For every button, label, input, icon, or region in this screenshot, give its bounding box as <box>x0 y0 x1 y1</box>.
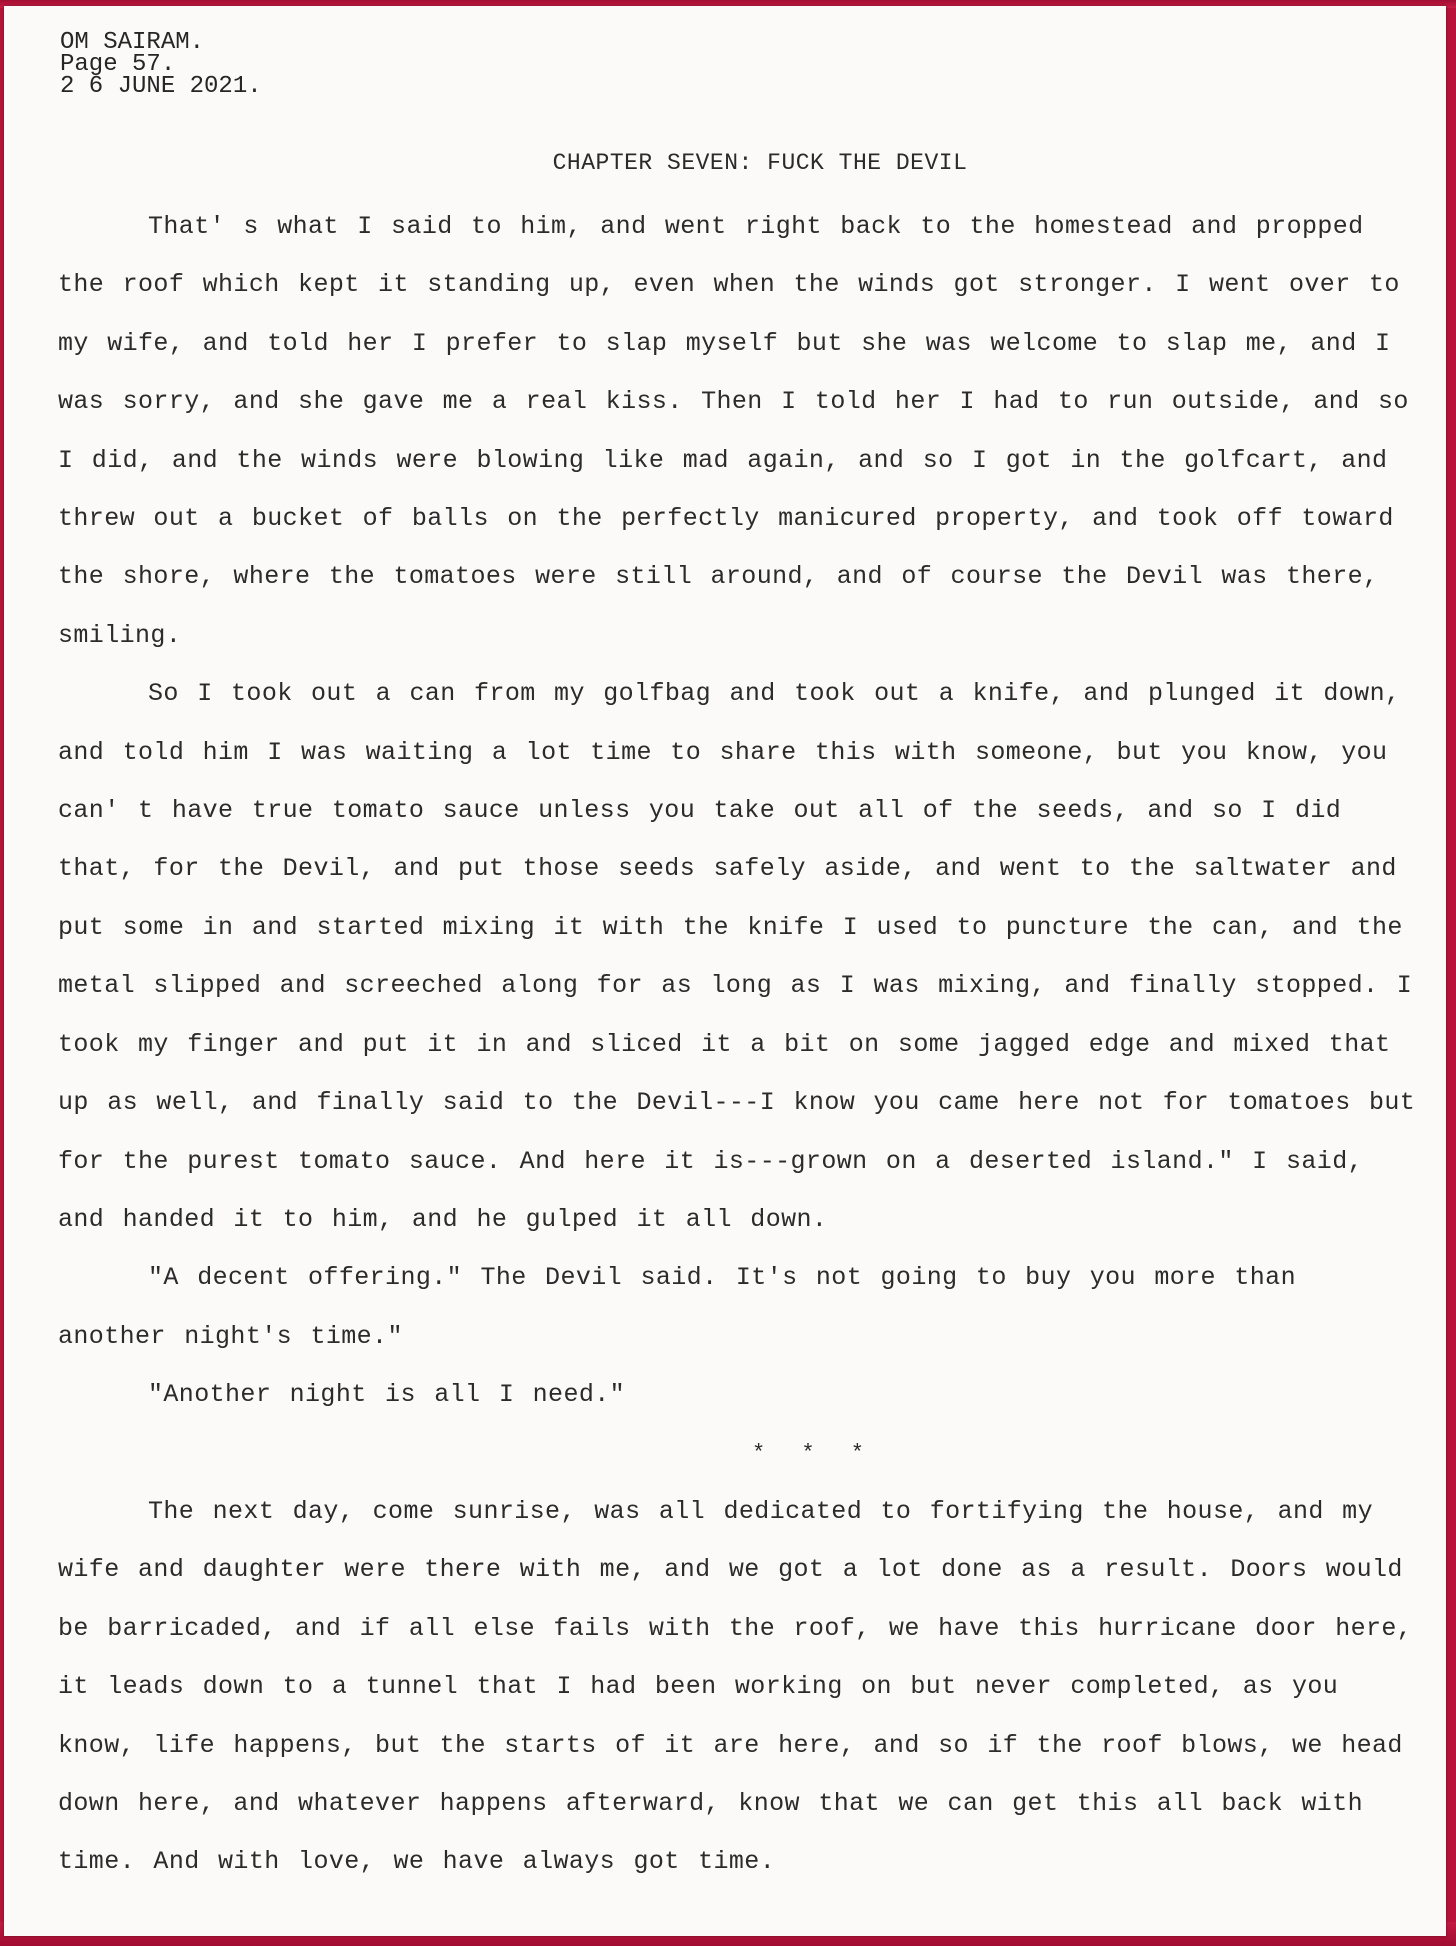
chapter-title: CHAPTER SEVEN: FUCK THE DEVIL <box>552 150 968 176</box>
paragraph: That' s what I said to him, and went right back to the homestead and propped the roof which kept it standing up, even when the winds got stronger. I went over to my wife, and told her I prefer to slap myself but she was welcome to slap me, and I was sorry, and she gave me a real kiss. Then I told her I had to run outside, and so I did, and the winds were blowing like mad again, and so I got in the golfcart, and threw out a bucket of balls on the perfectly manicured property, and took off toward the shore, where the tomatoes were still around, and of course the Devil was there, smiling. <box>58 212 1409 650</box>
paragraph: So I took out a can from my golfbag and took out a knife, and plunged it down, and told him I was waiting a lot time to share this with someone, but you know, you can' t have true tomato sauce unless you take out all of the seeds, and so I did that, for the Devil, and put those seeds safely aside, and went to the saltwater and put some in and started mixing it with the knife I used to puncture the can, and the metal slipped and screeched along for as long as I was mixing, and finally stopped. I took my finger and put it in and sliced it a bit on some jagged edge and mixed that up as well, and finally said to the Devil---I know you came here not for tomatoes but for the purest tomato sauce. And here it is---grown on a deserted island." I said, and handed it to him, and he gulped it all down. <box>58 679 1416 1234</box>
body-text <box>58 198 1418 1892</box>
section-separator: * * * <box>751 1440 874 1466</box>
paragraph: The next day, come sunrise, was all dedicated to fortifying the house, and my wife and daughter were there with me, and we got a lot done as a result. Doors would be barricaded, and if all else fails with the roof, we have this hurricane door here, it leads down to a tunnel that I had been working on but never completed, as you know, life happens, but the starts of it are here, and so if the roof blows, we head down here, and whatever happens afterward, know that we can get this all back with time. And with love, we have always got time. <box>58 1496 1413 1877</box>
paragraph: "A decent offering." The Devil said. It's not going to buy you more than another night's time." <box>58 1263 1296 1351</box>
header-invocation: OM SAIRAM. <box>60 29 205 56</box>
page-header <box>60 29 262 100</box>
header-date: 2 6 JUNE 2021. <box>60 73 262 100</box>
header-page-number: Page 57. <box>60 51 176 78</box>
paragraph: "Another night is all I need." <box>148 1380 626 1410</box>
typewritten-page <box>4 6 1446 1936</box>
